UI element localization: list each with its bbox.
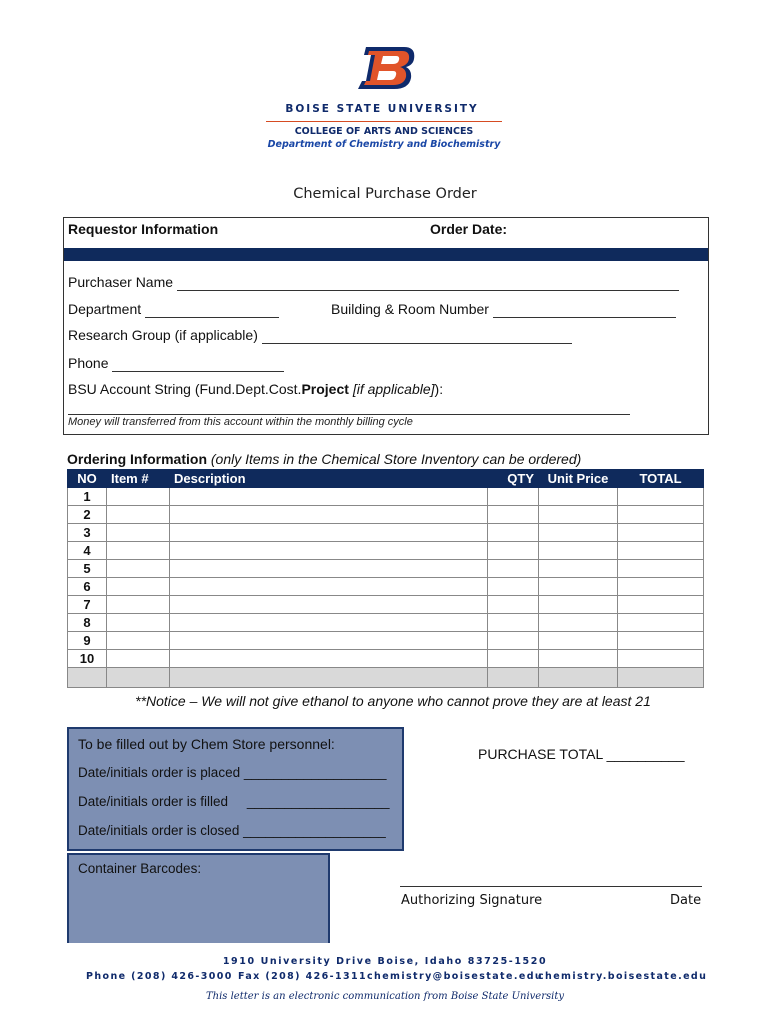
summary-cell [107, 668, 170, 688]
qty-cell[interactable] [488, 650, 539, 668]
account-label-if-applicable: [if applicable] [352, 381, 435, 397]
total-cell[interactable] [618, 596, 704, 614]
research-row [68, 327, 572, 344]
phone-label: Phone [68, 355, 109, 371]
total-cell[interactable] [618, 488, 704, 506]
col-item: Item # [107, 470, 170, 488]
table-row [68, 542, 704, 560]
description-cell[interactable] [170, 560, 488, 578]
table-summary-row [68, 668, 704, 688]
building-label: Building & Room Number [331, 301, 489, 317]
footer-fax: Fax (208) 426-1311 [238, 971, 368, 982]
unit-price-cell[interactable] [539, 614, 618, 632]
unit-price-cell[interactable] [539, 488, 618, 506]
total-cell[interactable] [618, 614, 704, 632]
unit-price-cell[interactable] [539, 542, 618, 560]
row-number: 9 [68, 632, 107, 650]
footer-email[interactable]: chemistry@boisestate.edu [367, 971, 544, 982]
requestor-section [63, 217, 709, 435]
description-cell[interactable] [170, 614, 488, 632]
item-cell[interactable] [107, 632, 170, 650]
department-label: Department [68, 301, 142, 317]
grand-total-cell[interactable] [618, 668, 704, 688]
ethanol-notice: **Notice – We will not give ethanol to anyone who cannot prove they are at least 21 [135, 693, 651, 709]
row-number: 5 [68, 560, 107, 578]
purchase-total-field[interactable]: PURCHASE TOTAL __________ [478, 746, 685, 762]
table-row [68, 488, 704, 506]
qty-cell[interactable] [488, 596, 539, 614]
ordering-note: (only Items in the Chemical Store Inventory can be ordered) [210, 451, 582, 467]
summary-cell [170, 668, 488, 688]
table-row [68, 524, 704, 542]
summary-cell [68, 668, 107, 688]
total-cell[interactable] [618, 506, 704, 524]
footer-phone: Phone (208) 426-3000 [86, 971, 233, 982]
qty-cell[interactable] [488, 506, 539, 524]
description-cell[interactable] [170, 524, 488, 542]
description-cell[interactable] [170, 506, 488, 524]
chem-store-panel [67, 727, 404, 851]
footer-electronic-note: This letter is an electronic communication from Boise State University [205, 991, 564, 1002]
qty-cell[interactable] [488, 542, 539, 560]
summary-cell [539, 668, 618, 688]
row-number: 10 [68, 650, 107, 668]
col-no: NO [68, 470, 107, 488]
total-cell[interactable] [618, 524, 704, 542]
phone-field[interactable] [112, 355, 284, 372]
total-cell[interactable] [618, 650, 704, 668]
boise-state-b-logo [356, 43, 416, 91]
chem-store-heading: To be filled out by Chem Store personnel: [78, 736, 335, 752]
qty-cell[interactable] [488, 524, 539, 542]
signature-line[interactable] [400, 886, 702, 887]
description-cell[interactable] [170, 632, 488, 650]
barcodes-label: Container Barcodes: [78, 861, 202, 876]
table-row [68, 578, 704, 596]
order-items-table [67, 469, 704, 688]
unit-price-cell[interactable] [539, 578, 618, 596]
order-date-label: Order Date: [430, 221, 508, 237]
description-cell[interactable] [170, 578, 488, 596]
account-row [68, 381, 443, 397]
item-cell[interactable] [107, 650, 170, 668]
phone-row [68, 355, 284, 372]
table-row [68, 614, 704, 632]
research-group-field[interactable] [262, 327, 572, 344]
table-header-row [68, 470, 704, 488]
description-cell[interactable] [170, 488, 488, 506]
table-row [68, 632, 704, 650]
header-divider [266, 121, 502, 122]
qty-cell[interactable] [488, 614, 539, 632]
table-row [68, 650, 704, 668]
row-number: 7 [68, 596, 107, 614]
department-field[interactable] [145, 301, 279, 318]
row-number: 6 [68, 578, 107, 596]
table-row [68, 596, 704, 614]
item-cell[interactable] [107, 560, 170, 578]
building-room-field[interactable] [493, 301, 676, 318]
item-cell[interactable] [107, 578, 170, 596]
date-placed-field[interactable]: Date/initials order is placed ___________________ [78, 765, 387, 780]
page-title: Chemical Purchase Order [293, 186, 477, 202]
date-closed-field[interactable]: Date/initials order is closed ___________________ [78, 823, 386, 838]
col-qty: QTY [488, 470, 539, 488]
section-bar [64, 248, 708, 261]
item-cell[interactable] [107, 614, 170, 632]
requestor-heading: Requestor Information [68, 221, 219, 237]
purchaser-name-field[interactable] [177, 274, 679, 291]
purchaser-row [68, 274, 679, 291]
row-number: 4 [68, 542, 107, 560]
research-label: Research Group (if applicable) [68, 327, 258, 343]
total-cell[interactable] [618, 578, 704, 596]
col-unit-price: Unit Price [539, 470, 618, 488]
account-string-field[interactable] [68, 414, 630, 415]
item-cell[interactable] [107, 596, 170, 614]
billing-note: Money will transferred from this account within the monthly billing cycle [68, 416, 413, 428]
college-name: COLLEGE OF ARTS AND SCIENCES [294, 126, 474, 137]
item-cell[interactable] [107, 542, 170, 560]
unit-price-cell[interactable] [539, 650, 618, 668]
purchaser-label: Purchaser Name [68, 274, 174, 290]
row-number: 3 [68, 524, 107, 542]
row-number: 2 [68, 506, 107, 524]
signature-label: Authorizing Signature [401, 893, 543, 908]
description-cell[interactable] [170, 650, 488, 668]
col-total: TOTAL [618, 470, 704, 488]
item-cell[interactable] [107, 524, 170, 542]
table-row [68, 506, 704, 524]
signature-date-label: Date [670, 893, 702, 908]
total-cell[interactable] [618, 560, 704, 578]
row-number: 8 [68, 614, 107, 632]
unit-price-cell[interactable] [539, 632, 618, 650]
total-cell[interactable] [618, 542, 704, 560]
university-name: BOISE STATE UNIVERSITY [285, 103, 479, 115]
table-row [68, 560, 704, 578]
footer-address: 1910 University Drive Boise, Idaho 83725-1520 [222, 956, 548, 967]
unit-price-cell[interactable] [539, 524, 618, 542]
ordering-heading [67, 451, 581, 467]
unit-price-cell[interactable] [539, 506, 618, 524]
qty-cell[interactable] [488, 632, 539, 650]
container-barcodes-panel[interactable] [67, 853, 330, 943]
item-cell[interactable] [107, 488, 170, 506]
account-label-prefix: BSU Account String (Fund.Dept.Cost. [68, 381, 302, 397]
total-cell[interactable] [618, 632, 704, 650]
account-label-suffix: ): [434, 381, 444, 397]
unit-price-cell[interactable] [539, 596, 618, 614]
row-number: 1 [68, 488, 107, 506]
building-row [331, 301, 676, 318]
summary-cell [488, 668, 539, 688]
col-description: Description [170, 470, 488, 488]
unit-price-cell[interactable] [539, 560, 618, 578]
account-label-project: Project [301, 381, 349, 397]
date-filled-field[interactable]: Date/initials order is filled ___________________ [78, 794, 390, 809]
description-cell[interactable] [170, 596, 488, 614]
footer-website[interactable]: chemistry.boisestate.edu [538, 971, 708, 982]
item-cell[interactable] [107, 506, 170, 524]
qty-cell[interactable] [488, 578, 539, 596]
department-row [68, 301, 279, 318]
ordering-title: Ordering Information [67, 451, 207, 467]
qty-cell[interactable] [488, 488, 539, 506]
qty-cell[interactable] [488, 560, 539, 578]
description-cell[interactable] [170, 542, 488, 560]
department-name: Department of Chemistry and Biochemistry [267, 139, 501, 150]
